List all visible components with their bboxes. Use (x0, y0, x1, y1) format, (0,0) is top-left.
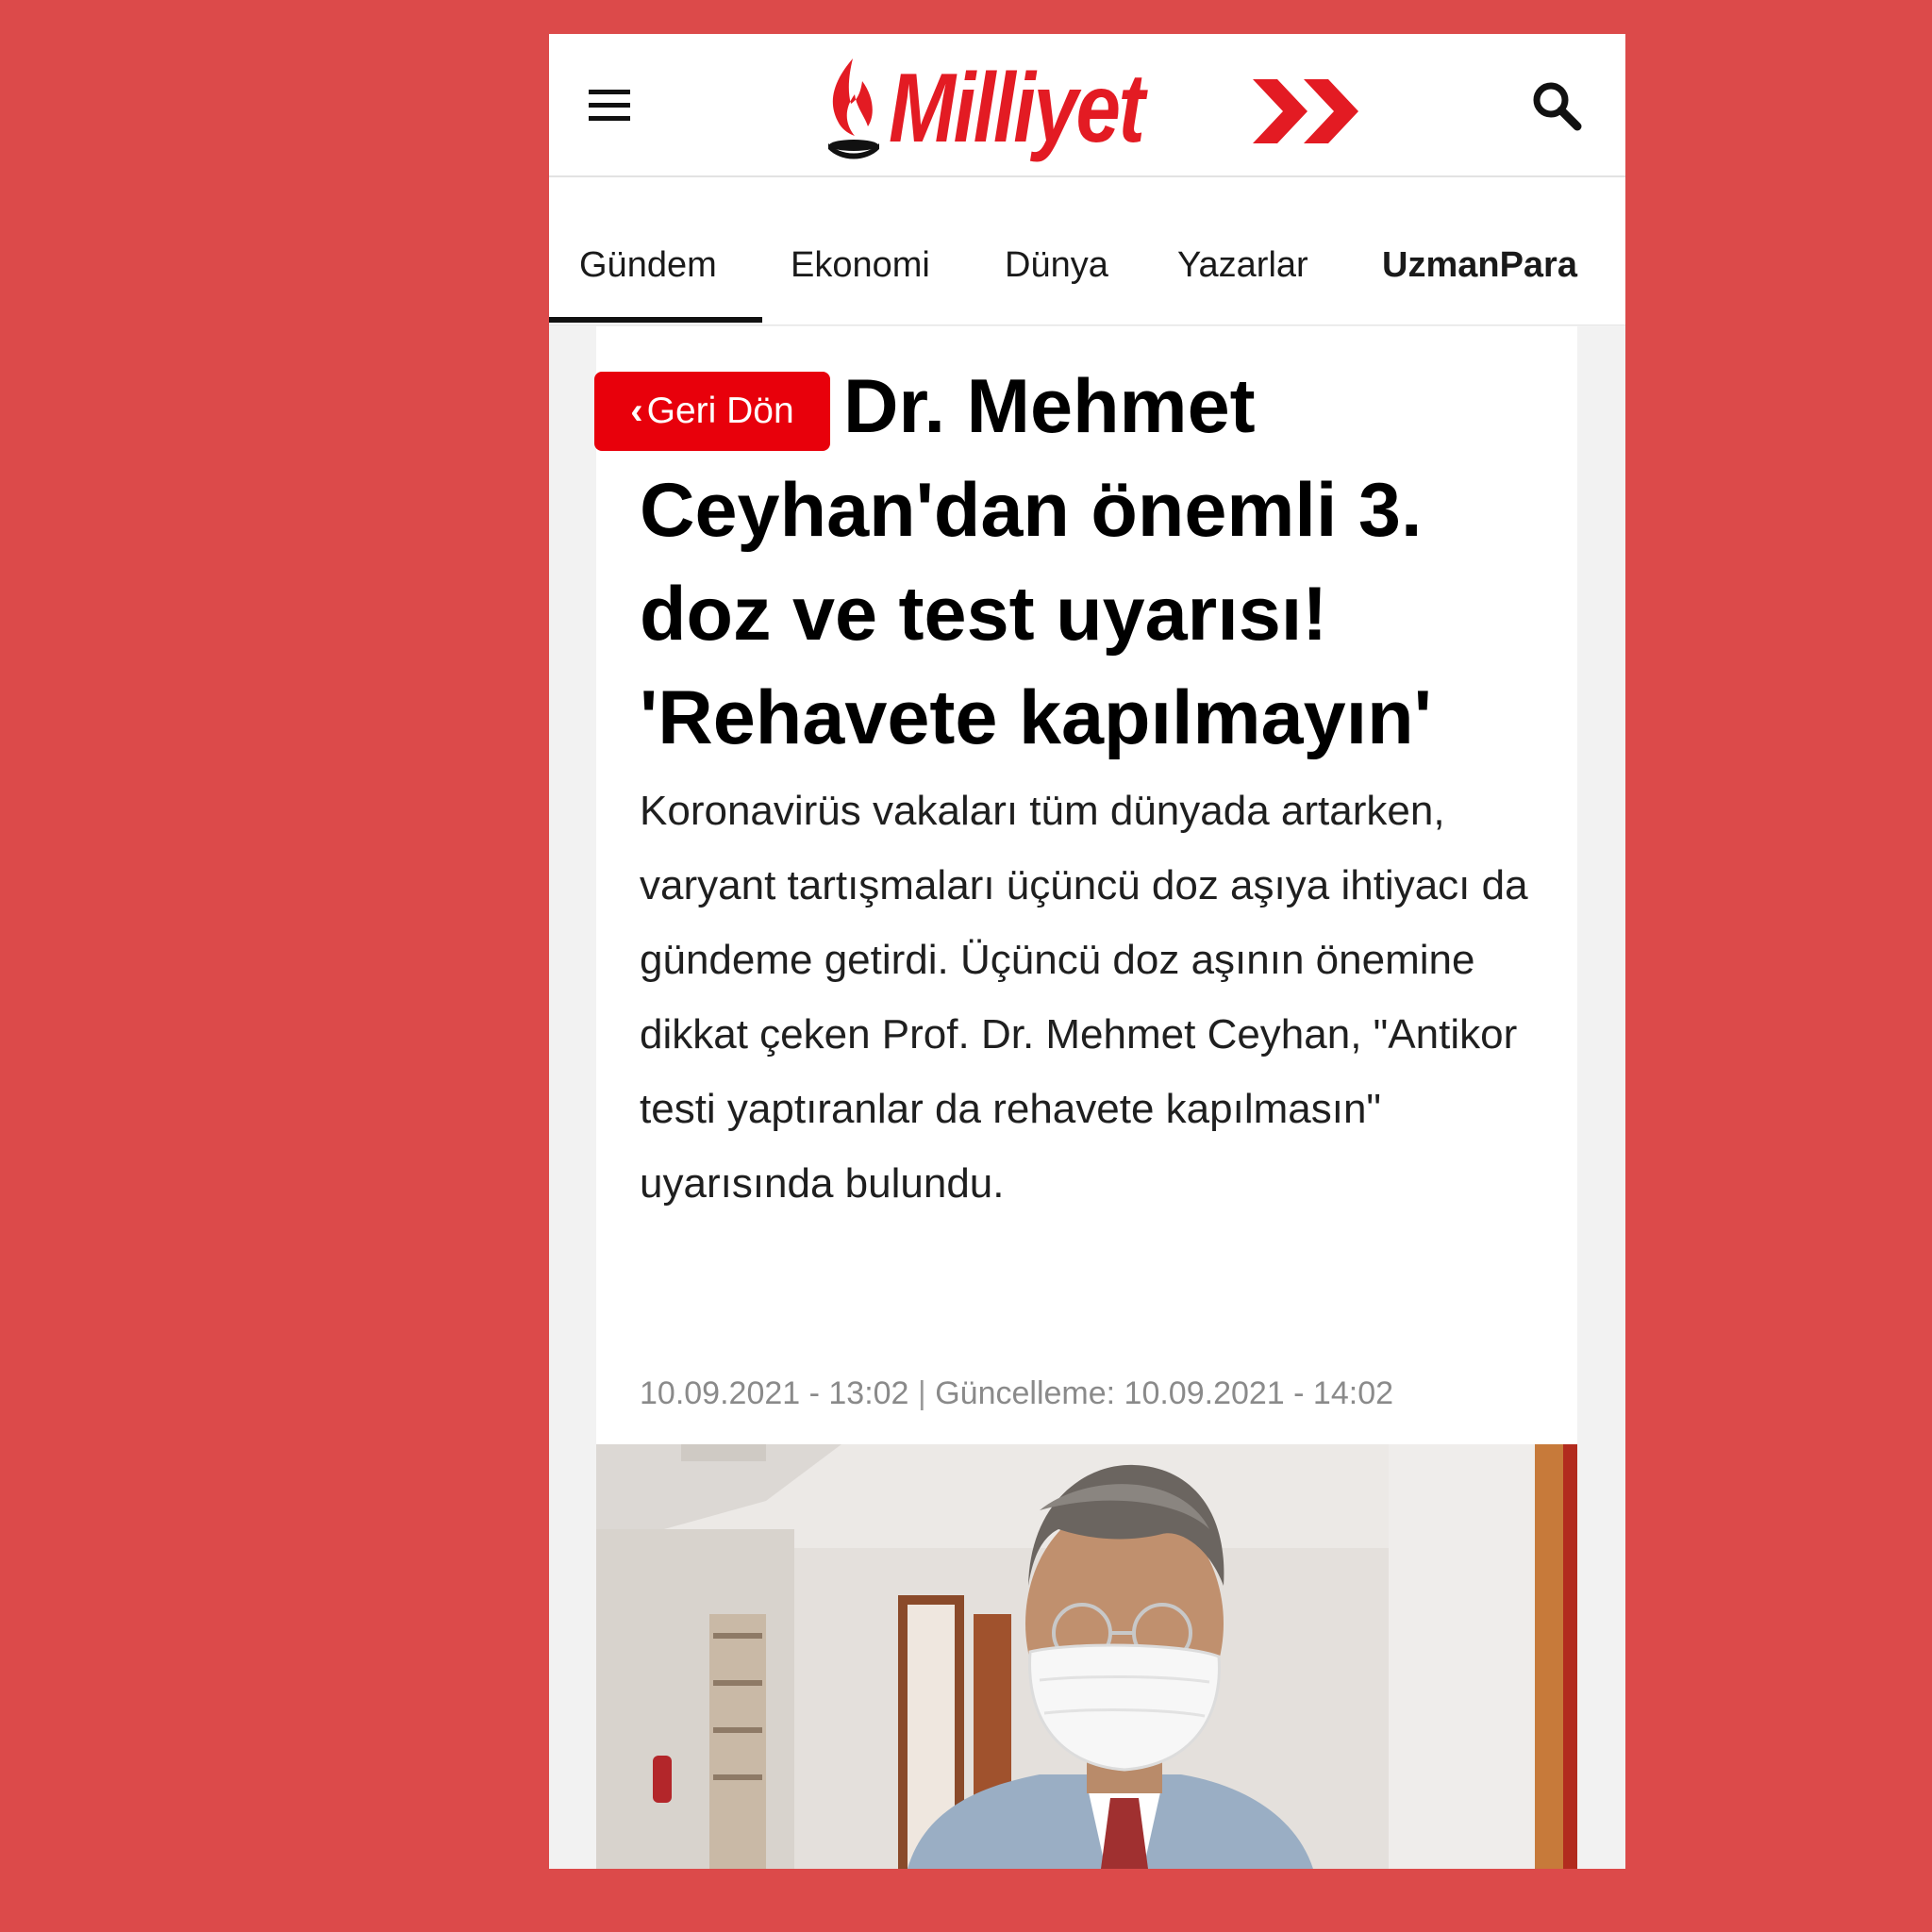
flame-icon (819, 53, 885, 166)
logo-wordmark: Milliyet (889, 54, 1143, 163)
article-card (596, 326, 1577, 1477)
site-header (549, 34, 1625, 177)
search-icon[interactable] (1530, 79, 1583, 132)
article-summary: Koronavirüs vakaları tüm dünyada artarken, varyant tartışmaları üçüncü doz aşıya ihtiyacı da gündeme getirdi. Üçüncü doz aşının önemine dikkat çeken Prof. Dr. Mehmet Ceyhan, "Antikor testi yaptıranlar da rehavete kapılmasın" uyarısında bulundu. (640, 788, 1528, 1207)
back-button-label: Geri Dön (646, 391, 794, 431)
category-nav (549, 177, 1625, 325)
hamburger-menu-icon[interactable] (589, 88, 630, 124)
tab-uzmanpara[interactable]: UzmanPara (1382, 245, 1577, 285)
article-photo-illustration (596, 1444, 1577, 1869)
back-button[interactable] (594, 372, 830, 451)
updated-date: 10.09.2021 - 14:02 (1124, 1375, 1394, 1411)
updated-label: Güncelleme: (935, 1375, 1116, 1411)
mobile-browser-viewport (549, 34, 1625, 1869)
tab-dunya[interactable]: Dünya (1005, 245, 1108, 285)
tab-gundem[interactable]: Gündem (579, 245, 717, 285)
date-separator: | (917, 1375, 926, 1411)
chevron-left-icon: ‹ (630, 390, 643, 432)
published-date: 10.09.2021 - 13:02 (640, 1375, 909, 1411)
tab-ekonomi[interactable]: Ekonomi (791, 245, 930, 285)
milliyet-logo[interactable] (819, 53, 1366, 166)
article-title: Dr. Mehmet Ceyhan'dan önemli 3. doz ve test uyarısı! 'Rehavete kapılmayın' (640, 364, 1432, 760)
article-dates (640, 1375, 1393, 1412)
double-chevron-icon (1249, 74, 1368, 149)
tab-yazarlar[interactable]: Yazarlar (1177, 245, 1308, 285)
active-tab-indicator (549, 317, 762, 323)
article-photo[interactable] (596, 1444, 1577, 1869)
